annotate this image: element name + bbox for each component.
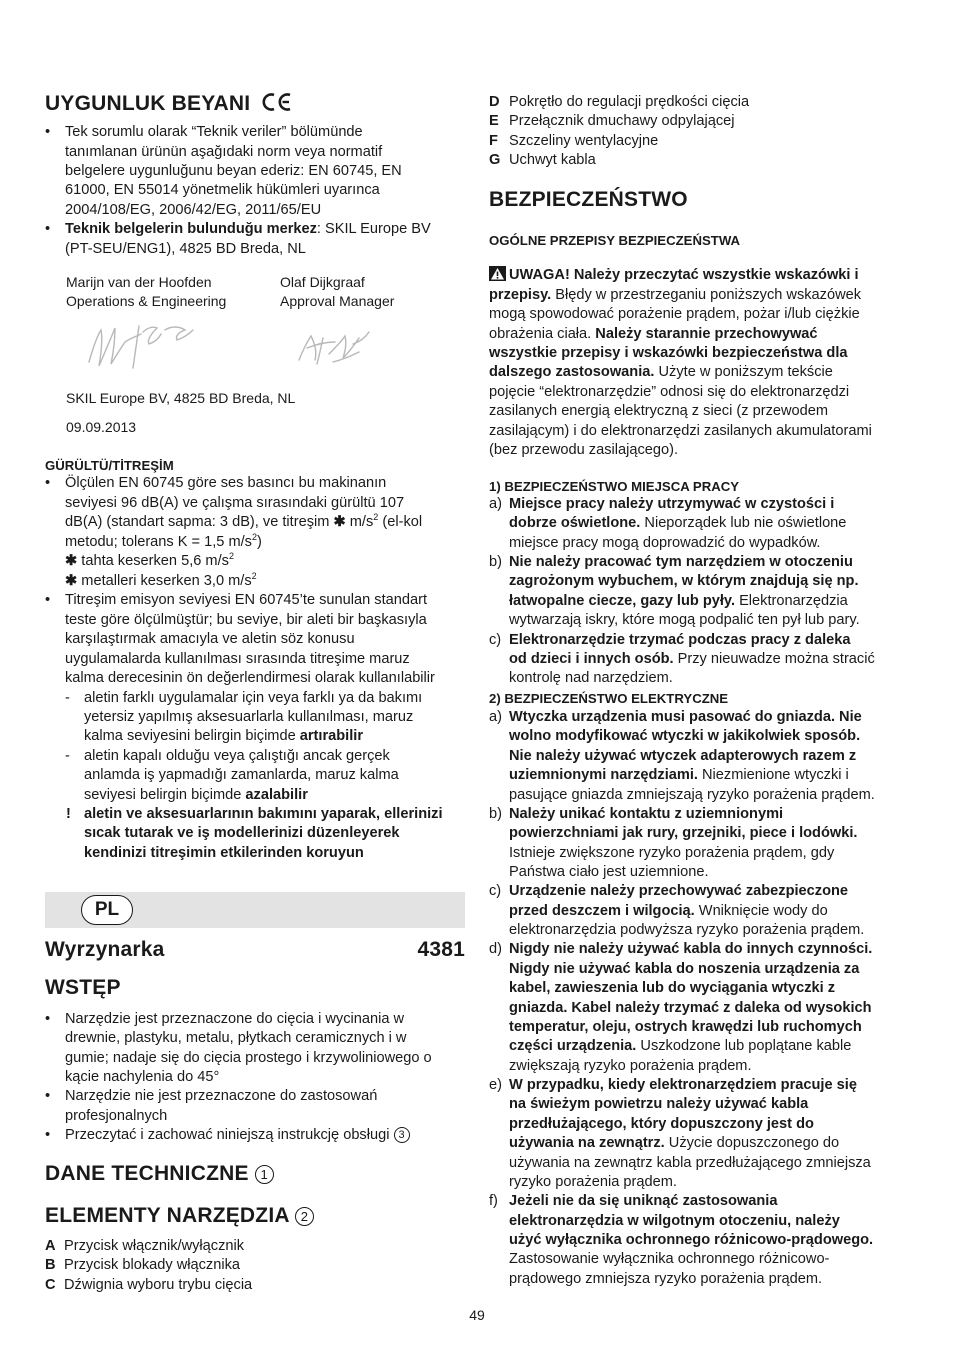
text-line: aletin kapalı olduğu veya çalıştığı ancak gerçek: [84, 748, 390, 764]
text-line: drewnie, plastyku, metalu, płytkach ceramicznych i w: [65, 1030, 407, 1046]
text-line: Wtyczka urządzenia musi pasować do gniazda. Nie: [509, 709, 862, 725]
text-line: anlamda iş yapmadığı zamanlarda, maruz kalma: [84, 767, 399, 783]
text-line: gumie; nadaje się do cięcia prostego i krzywoliniowego o: [65, 1050, 432, 1066]
company-address: SKIL Europe BV, 4825 BD Breda, NL: [66, 390, 296, 406]
text-line: Nigdy nie używać kabla do noszenia urządzenia za: [509, 961, 860, 977]
product-name: Wyrzynarka: [45, 938, 165, 961]
figure-ref-1: 1: [255, 1165, 274, 1184]
bullet-marker: •: [45, 1011, 51, 1027]
text-line: Nigdy nie należy używać kabla do innych czynności.: [509, 941, 873, 957]
bullet-marker: •: [45, 592, 51, 608]
general-safety-heading: OGÓLNE PRZEPISY BEZPIECZEŃSTWA: [489, 233, 741, 248]
text-line: dobrze oświetlone. Nieporządek lub nie oświetlone: [509, 515, 847, 531]
text-line: na świeżym powietrzu należy używać kabla: [509, 1096, 809, 1112]
vibration-star-icon: ✱: [65, 553, 78, 569]
text-line: przepisy. Błędy w przestrzeganiu poniższych wskazówek: [489, 287, 862, 303]
conformity-heading: UYGUNLUK BEYANI: [45, 92, 294, 114]
element-item-f: F Szczeliny wentylacyjne: [489, 133, 659, 149]
text-line: powierzchniami jak rury, grzejniki, piece i lodówki.: [509, 825, 858, 841]
text-line: tanımlanan ürünün aşağıdaki norm veya normatif: [65, 144, 383, 160]
text-line: Zastosowanie wyłącznika ochronnego różnicowo-: [509, 1251, 830, 1267]
text-line: kalma derecesinin ön değerlendirmesi olarak kullanılabilir: [65, 670, 435, 686]
list-letter: a): [489, 496, 502, 512]
vibration-wood-line: ✱ tahta keserken 5,6 $m/s^2$: [65, 551, 234, 569]
technical-file-line: Teknik belgelerin bulunduğu merkez: SKIL Europe BV: [65, 221, 431, 237]
text-line: yetersiz yapılmış aksesuarlarla kullanılması, maruz: [84, 709, 414, 725]
text-line: używania na zewnątrz kabla przedłużającego zmniejsza: [509, 1155, 871, 1171]
text-line: karşılaştırmak amacıyla ve aletin söz konusu: [65, 631, 355, 647]
electrical-heading: 2) BEZPIECZEŃSTWO ELEKTRYCZNE: [489, 691, 729, 706]
text-line: metodu; tolerans K = 1,5 $m/s^2$): [65, 532, 262, 550]
bullet-marker: •: [45, 221, 51, 237]
text-line: łatwopalne ciecze, gazy lub pyły. Elektronarzędzia: [509, 593, 848, 609]
text-line: dB(A) (standart sapma: 3 dB), ve titreşim ✱ $m/s^2$ (el-kol: [65, 512, 423, 530]
text-line: (PT-SEU/ENG1), 4825 BD Breda, NL: [65, 241, 306, 257]
text-line: pojęcie “elektronarzędzie” odnosi się do elektronarzędzi: [489, 384, 850, 400]
text-line: sıcak tutarak ve iş modellerinizi düzenleyerek: [84, 825, 400, 841]
text-line: 61000, EN 55014 yönetmelik hükümleri uyarınca: [65, 182, 380, 198]
list-letter: b): [489, 554, 502, 570]
element-item-e: E Przełącznik dmuchawy odpylającej: [489, 113, 735, 129]
signatory-2-role: Approval Manager: [280, 293, 395, 309]
text-line: wytwarzają iskry, które mogą podpalić ten pył lub pary.: [509, 612, 860, 628]
exclamation-marker: !: [66, 806, 71, 822]
text-line: używania na zewnątrz. Użycie dopuszczonego do: [509, 1135, 840, 1151]
text-line: Miejsce pracy należy utrzymywać w czystości i: [509, 496, 835, 512]
text-line: Istnieje zwiększone ryzyko porażenia prądem, gdy: [509, 845, 835, 861]
text-line: ryzyko porażenia prądem.: [509, 1174, 677, 1190]
noise-heading: GÜRÜLTÜ/TİTREŞİM: [45, 458, 174, 473]
text-line: przed deszczem i wilgocią. Wniknięcie wody do: [509, 903, 828, 919]
text-line: Narzędzie nie jest przeznaczone do zastosowań: [65, 1088, 378, 1104]
text-line: elektronarzędzia podwyższa ryzyko porażenia prądem.: [509, 922, 865, 938]
figure-ref-2: 2: [295, 1207, 314, 1226]
signatory-1-name: Marijn van der Hoofden: [66, 274, 212, 290]
figure-ref-3: 3: [394, 1127, 410, 1143]
text-line: belgelere uygunluğunu beyan ederiz: EN 60745, EN: [65, 163, 402, 179]
declaration-date: 09.09.2013: [66, 419, 137, 435]
element-item-c: C Dźwignia wyboru trybu cięcia: [45, 1277, 253, 1293]
element-item-d: D Pokrętło do regulacji prędkości cięcia: [489, 94, 750, 110]
text-line: od dzieci i innych osób. Przy nieuwadze można stracić: [509, 651, 875, 667]
text-line: dalszego zastosowania. Użyte w poniższym tekście: [489, 364, 833, 380]
text-line: (bez przewodu zasilającego).: [489, 442, 679, 458]
signatory-2-name: Olaf Dijkgraaf: [280, 274, 365, 290]
signature-1-image: [81, 318, 211, 376]
list-letter: b): [489, 806, 502, 822]
text-line: użyć wyłącznika ochronnego różnicowo-prądowego.: [509, 1232, 874, 1248]
text-line: elektronarzędzia w wilgotnym otoczeniu, należy: [509, 1213, 840, 1229]
bullet-marker: •: [45, 1088, 51, 1104]
text-line: części urządzenia. Uszkodzone lub poplątane kable: [509, 1038, 852, 1054]
element-item-g: G Uchwyt kabla: [489, 152, 596, 168]
text-line: seviyesi 96 dB(A) ve çalışma sırasındaki gürültü 107: [65, 495, 405, 511]
text-line: przedłużającego, który dopuszczony jest do: [509, 1116, 814, 1132]
text-line: Ölçülen EN 60745 göre ses basıncı bu makinanın: [65, 475, 387, 491]
text-line: kendinizi titreşimin etkilerinden koruyun: [84, 845, 364, 861]
list-letter: d): [489, 941, 502, 957]
text-line: kącie nachylenia do 45°: [65, 1069, 220, 1085]
bullet-marker: •: [45, 1127, 51, 1143]
text-line: temperatur, oleju, ostrych krawędzi lub ruchomych: [509, 1019, 862, 1035]
elements-heading: ELEMENTY NARZĘDZIA 2: [45, 1206, 314, 1226]
bullet-marker: •: [45, 124, 51, 140]
text-line: zagrożonym wybuchem, w którym znajdują się np.: [509, 573, 859, 589]
text-line: profesjonalnych: [65, 1108, 168, 1124]
text-line: uziemnionymi narzędziami. Niezmienione wtyczki i: [509, 767, 849, 783]
text-line: teste göre ölçülmüştür; bu seviye, bir aleti bir başkasıyla: [65, 612, 427, 628]
text-line: Titreşim emisyon seviyesi EN 60745’te sunulan standart: [65, 592, 428, 608]
text-line: zwiększają ryzyko porażenia prądem.: [509, 1058, 752, 1074]
text-line: kabel, zawieszenia lub do wyciągania wtyczki z: [509, 980, 836, 996]
list-letter: e): [489, 1077, 502, 1093]
text-line: wolno modyfikować wtyczki w jakikolwiek sposób.: [509, 728, 861, 744]
tech-data-heading: DANE TECHNICZNE 1: [45, 1164, 274, 1184]
text-line: Tek sorumlu olarak “Teknik veriler” bölümünde: [65, 124, 363, 140]
language-badge: PL: [81, 895, 133, 925]
text-line: miejsce pracy mogą doprowadzić do wypadków.: [509, 535, 821, 551]
text-line: obrażenia ciała. Należy starannie przechowywać: [489, 326, 818, 342]
safety-heading: BEZPIECZEŃSTWO: [489, 188, 688, 211]
ce-mark-icon: [260, 92, 294, 112]
text-line: mogą spowodować porażenie prądem, pożar i/lub ciężkie: [489, 306, 860, 322]
element-item-a: A Przycisk włącznik/wyłącznik: [45, 1238, 245, 1254]
text-line: aletin farklı uygulamalar için veya farklı ya da bakımı: [84, 690, 423, 706]
bullet-marker: •: [45, 475, 51, 491]
product-number: 4381: [417, 938, 465, 961]
warning-triangle-icon: [489, 266, 506, 281]
text-line: gniazda. Kabel należy trzymać z daleka od wysokich: [509, 1000, 872, 1016]
text-line: zasilającym) i do elektronarzędzi zasilanych akumulatorami: [489, 423, 872, 439]
text-line: pasujące gniazda zmniejszają ryzyko porażenia prądem.: [509, 787, 875, 803]
language-bar: [45, 892, 465, 928]
intro-heading: WSTĘP: [45, 976, 121, 999]
vibration-star-icon: ✱: [65, 573, 78, 589]
text-line: kontrolę nad narzędziem.: [509, 670, 673, 686]
text-line: Nie należy używać wtyczek adapterowych razem z: [509, 748, 857, 764]
text-line: 2004/108/EG, 2006/42/EG, 2011/65/EU: [65, 202, 322, 218]
list-letter: c): [489, 632, 502, 648]
text-line: prądowego zmniejsza ryzyko porażenia prądem.: [509, 1271, 823, 1287]
text-line: Jeżeli nie da się uniknąć zastosowania: [509, 1193, 778, 1209]
text-line: Należy unikać kontaktu z uziemnionymi: [509, 806, 784, 822]
text-line: kalma seviyesini belirgin biçimde artırabilir: [84, 728, 364, 744]
warning-line: UWAGA! Należy przeczytać wszystkie wskazówki i: [489, 266, 859, 286]
element-item-b: B Przycisk blokady włącznika: [45, 1257, 240, 1273]
text-line: W przypadku, kiedy elektronarzędziem pracuje się: [509, 1077, 857, 1093]
text-line: Narzędzie jest przeznaczone do cięcia i wycinania w: [65, 1011, 405, 1027]
work-area-heading: 1) BEZPIECZEŃSTWO MIEJSCA PRACY: [489, 479, 740, 494]
list-letter: c): [489, 883, 502, 899]
text-line: Nie należy pracować tym narzędziem w otoczeniu: [509, 554, 853, 570]
text-line: Urządzenie należy przechowywać zabezpieczone: [509, 883, 849, 899]
text-line: wszystkie przepisy i wskazówki bezpieczeństwa dla: [489, 345, 848, 361]
vibration-star-icon: ✱: [333, 514, 346, 530]
page-number: 49: [469, 1307, 485, 1323]
text-line: Elektronarzędzie trzymać podczas pracy z daleka: [509, 632, 851, 648]
list-letter: a): [489, 709, 502, 725]
text-line: Przeczytać i zachować niniejszą instrukcję obsługi 3: [65, 1126, 410, 1146]
list-letter: f): [489, 1193, 498, 1209]
signatory-1-role: Operations & Engineering: [66, 293, 227, 309]
signature-2-image: [293, 324, 373, 370]
text-line: zasilanych energią elektryczną z sieci (z przewodem: [489, 403, 829, 419]
text-line: aletin ve aksesuarlarının bakımını yaparak, ellerinizi: [84, 806, 443, 822]
text-line: Państwa ciało jest uziemnione.: [509, 864, 709, 880]
text-line: seviyesi belirgin biçimde azalabilir: [84, 787, 308, 803]
text-line: uygulamalarda kullanılması sırasında titreşime maruz: [65, 651, 410, 667]
dash-marker: -: [65, 748, 70, 764]
vibration-metal-line: ✱ metalleri keserken 3,0 $m/s^2$: [65, 571, 257, 589]
dash-marker: -: [65, 690, 70, 706]
